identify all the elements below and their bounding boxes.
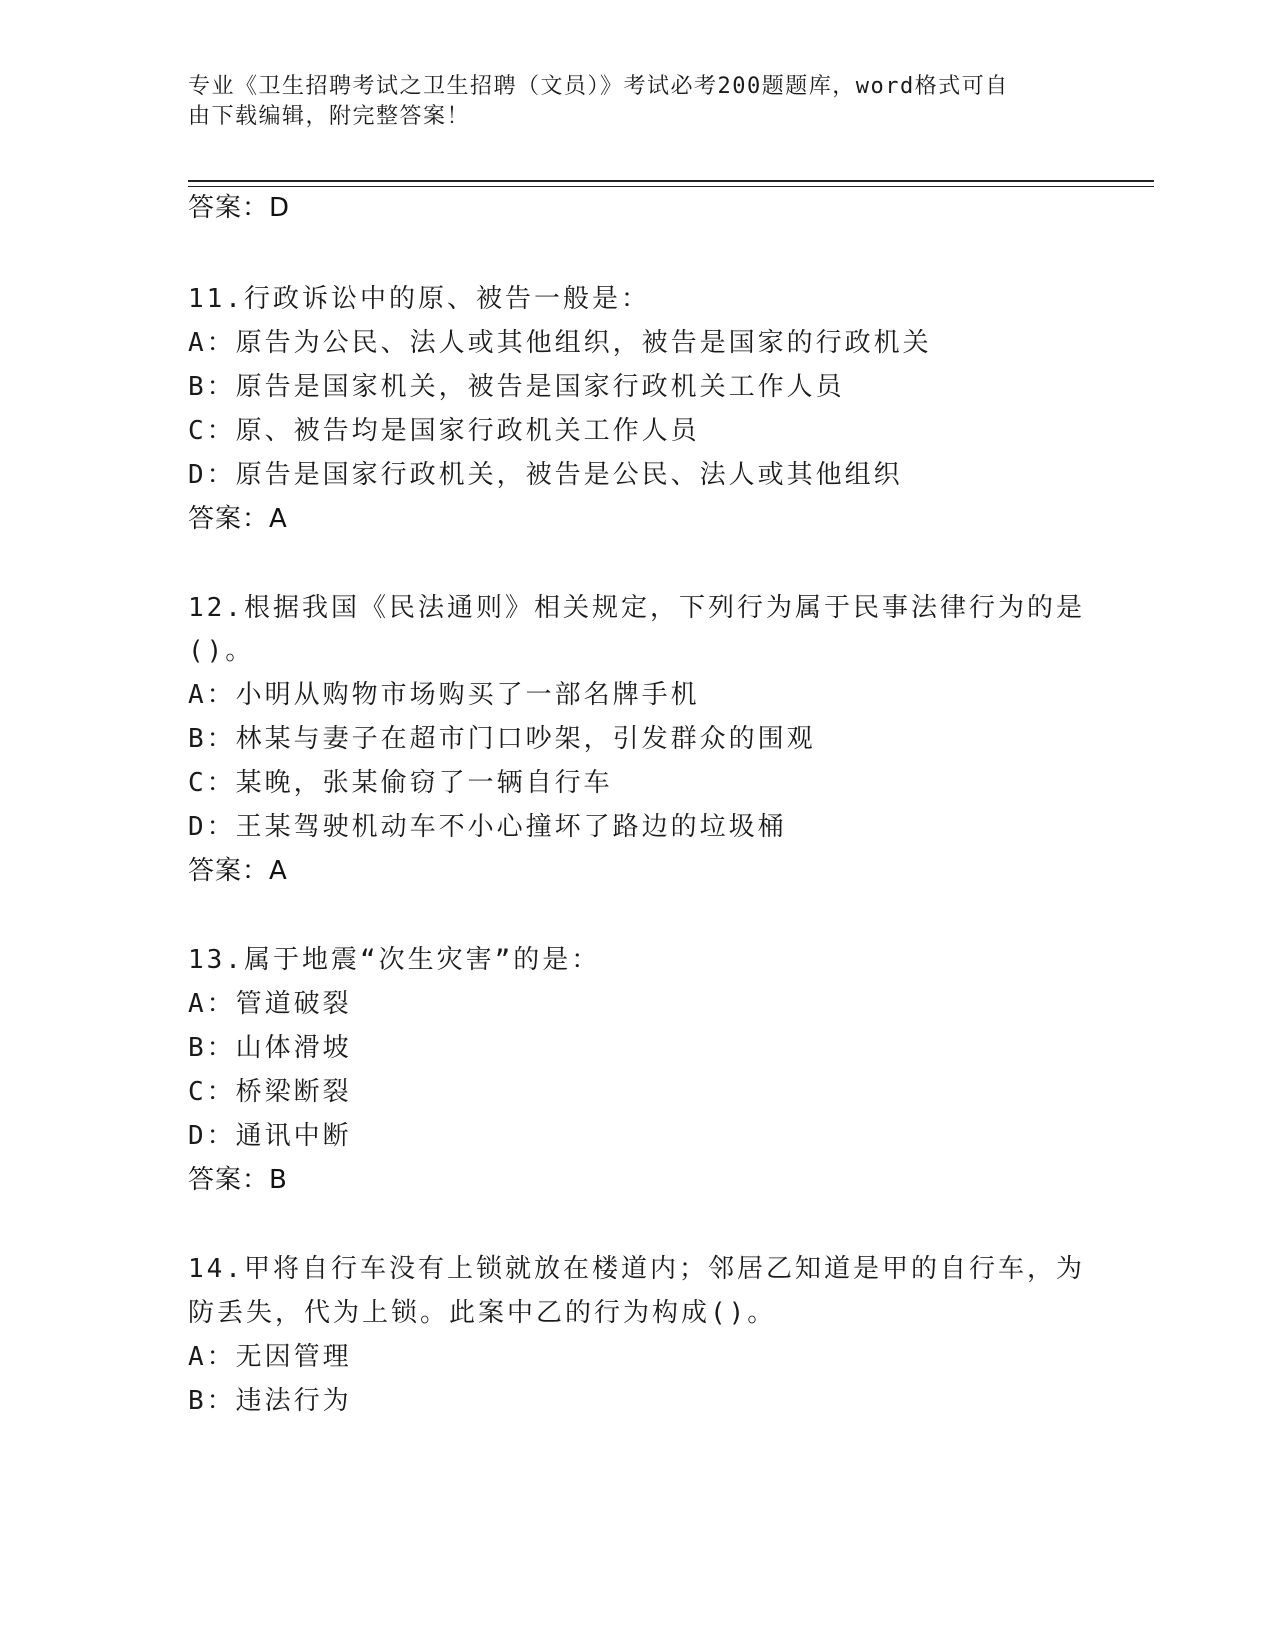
q12-option-a: A：小明从购物市场购买了一部名牌手机 (188, 680, 700, 710)
q11-answer: 答案：A (188, 504, 288, 534)
q13-option-a: A：管道破裂 (188, 989, 352, 1019)
answer-prev: 答案：D (188, 193, 291, 223)
q11-option-b: B：原告是国家机关，被告是国家行政机关工作人员 (188, 372, 845, 402)
header-line-1: 专业《卫生招聘考试之卫生招聘（文员）》考试必考200题题库，word格式可自 (188, 74, 1009, 99)
q14-question-line-2: 防丢失，代为上锁。此案中乙的行为构成()。 (188, 1298, 777, 1328)
q12-question-line-1: 12.根据我国《民法通则》相关规定，下列行为属于民事法律行为的是 (188, 593, 1085, 623)
q11-question: 11.行政诉讼中的原、被告一般是： (188, 284, 650, 314)
q12-option-d: D：王某驾驶机动车不小心撞坏了路边的垃圾桶 (188, 812, 787, 842)
q11-option-a: A：原告为公民、法人或其他组织，被告是国家的行政机关 (188, 328, 932, 358)
q12-option-c: C：某晚，张某偷窃了一辆自行车 (188, 768, 613, 798)
header-divider-thick (188, 180, 1154, 182)
document-header (188, 72, 1068, 132)
q13-question: 13.属于地震“次生灾害”的是： (188, 945, 601, 975)
header-divider-thin (188, 186, 1154, 187)
q13-option-b: B：山体滑坡 (188, 1033, 352, 1063)
q12-answer: 答案：A (188, 856, 288, 886)
q14-question-line-1: 14.甲将自行车没有上锁就放在楼道内；邻居乙知道是甲的自行车，为 (188, 1254, 1085, 1284)
q13-option-c: C：桥梁断裂 (188, 1077, 352, 1107)
q11-option-d: D：原告是国家行政机关，被告是公民、法人或其他组织 (188, 460, 903, 490)
q13-option-d: D：通讯中断 (188, 1121, 352, 1151)
q12-question-line-2: ()。 (188, 636, 255, 666)
q14-option-b: B：违法行为 (188, 1386, 352, 1416)
header-line-2: 由下载编辑，附完整答案！ (188, 104, 471, 129)
q11-option-c: C：原、被告均是国家行政机关工作人员 (188, 416, 700, 446)
q12-option-b: B：林某与妻子在超市门口吵架，引发群众的围观 (188, 724, 816, 754)
q14-option-a: A：无因管理 (188, 1342, 352, 1372)
q13-answer: 答案：B (188, 1165, 288, 1195)
